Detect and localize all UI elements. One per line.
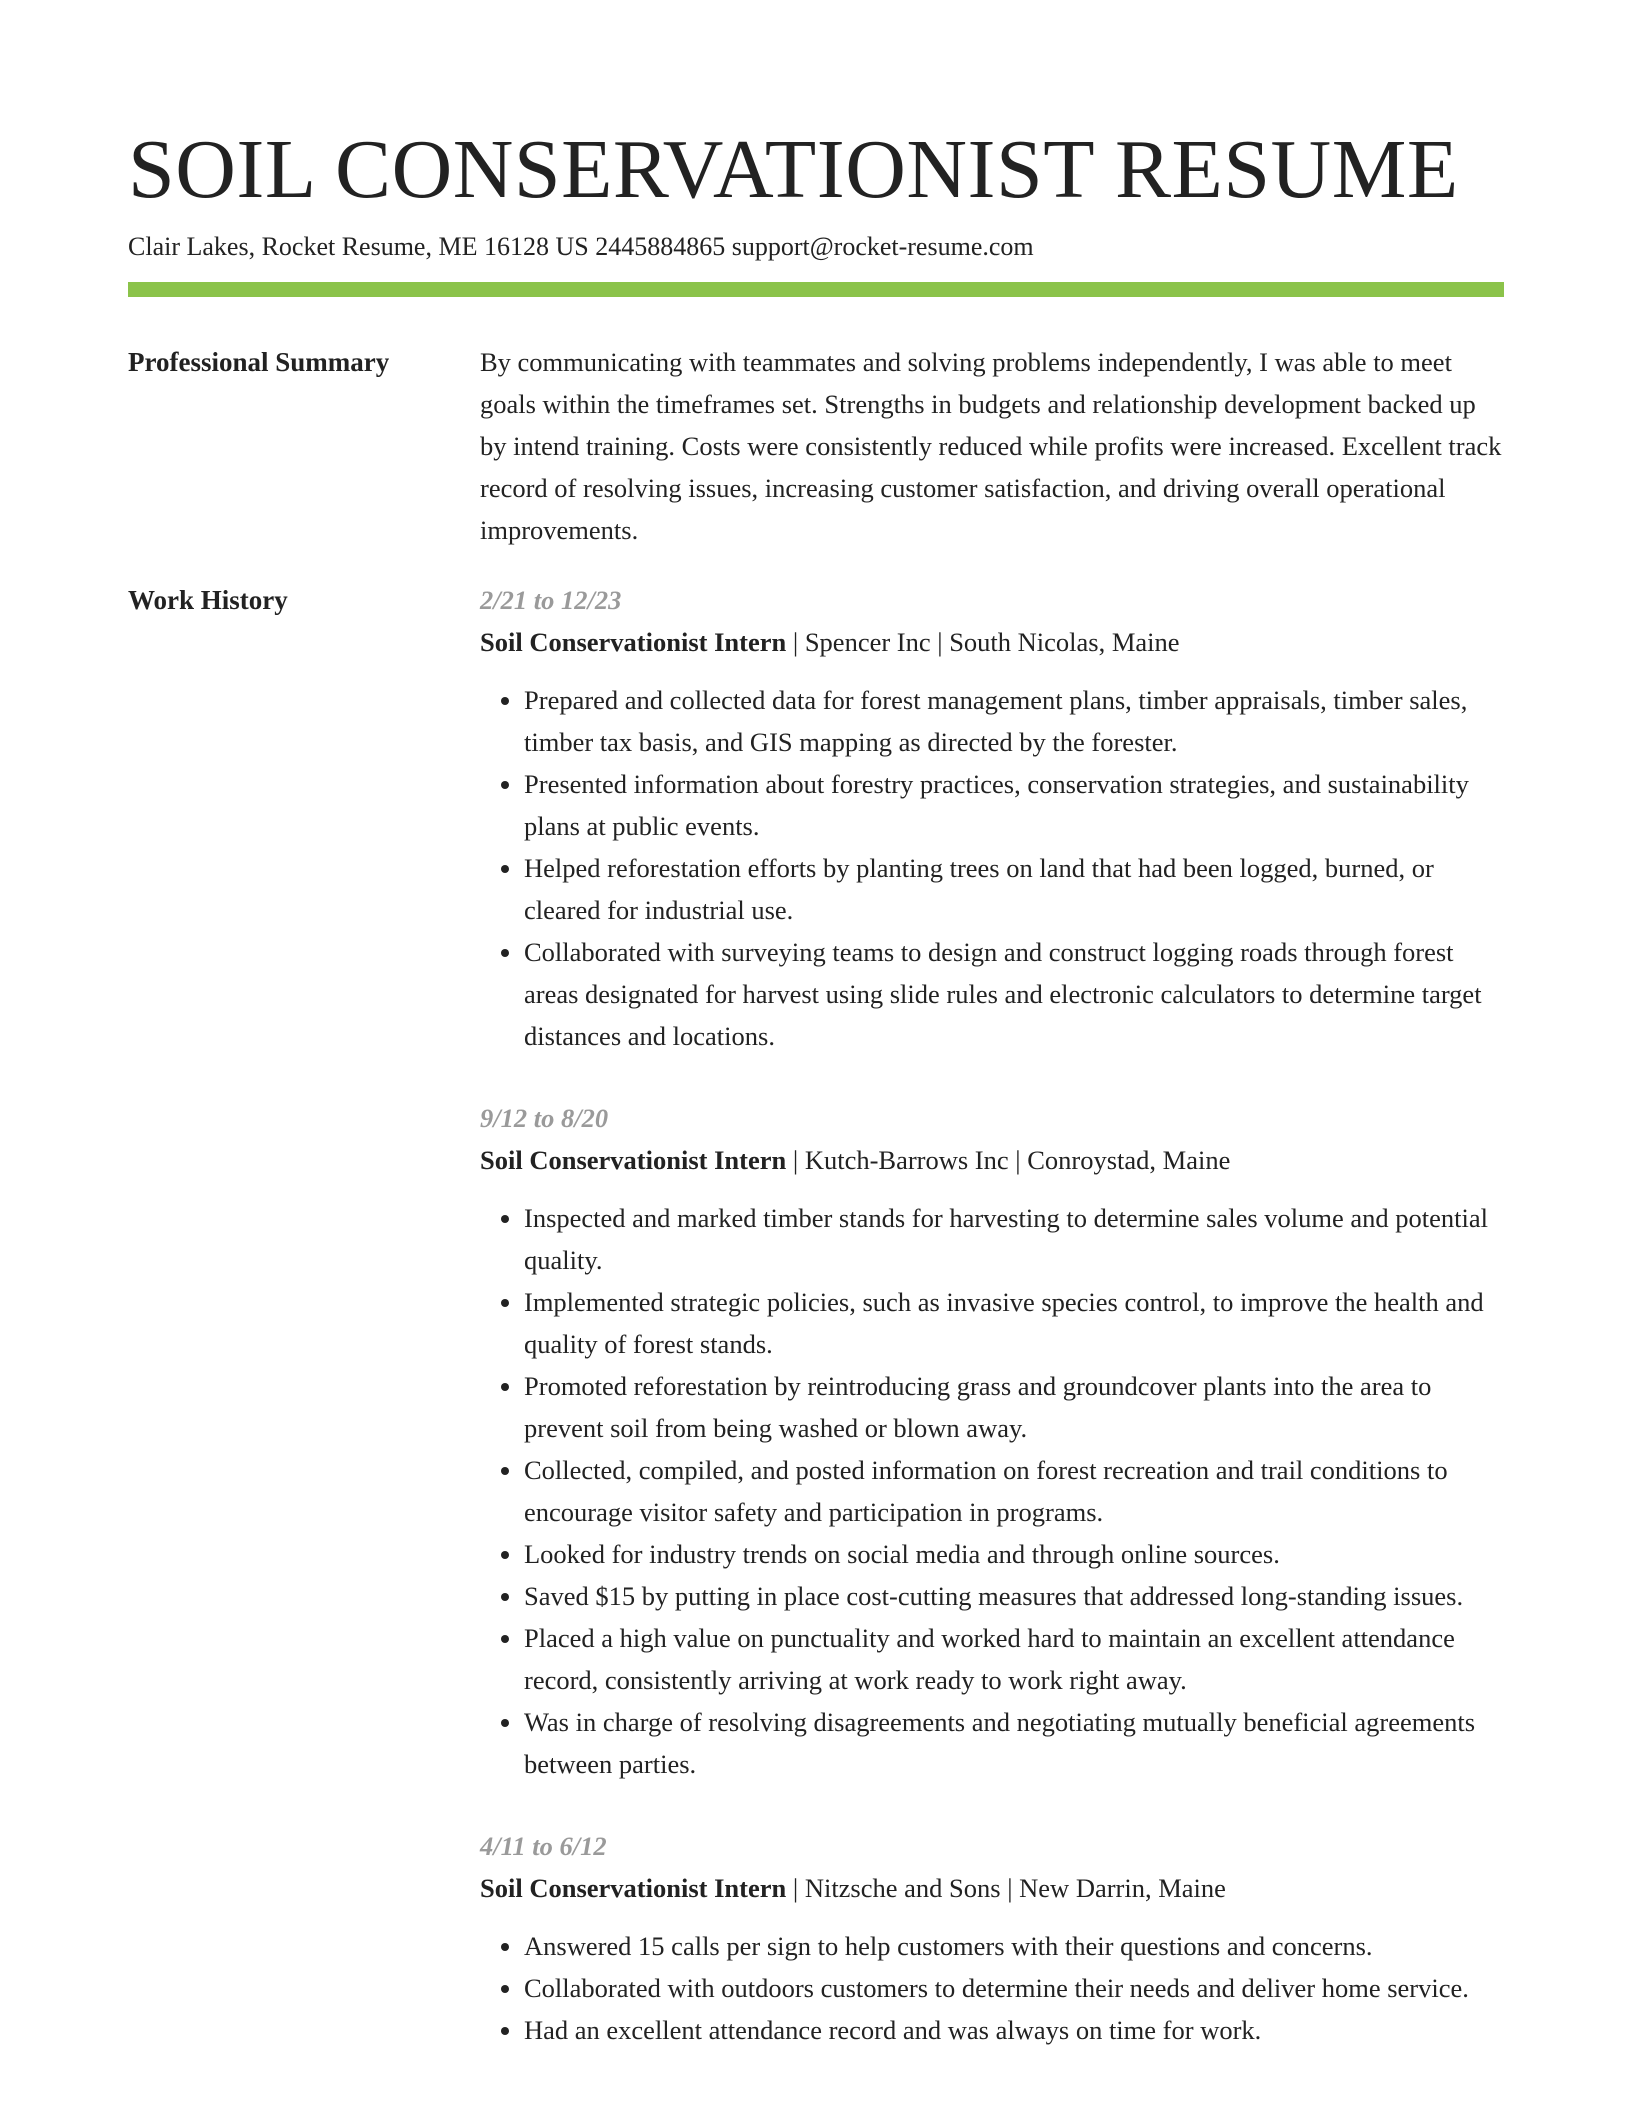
contact-line: Clair Lakes, Rocket Resume, ME 16128 US 2445884865 support@rocket-resume.com	[128, 232, 1034, 261]
job-dates: 2/21 to 12/23	[480, 585, 622, 615]
job-bullet: • Collected, compiled, and posted information on forest recreation and trail conditions to encourage visitor safety and participation in programs.	[524, 1449, 1504, 1533]
summary-body	[480, 341, 1504, 551]
section-label-summary: Professional Summary	[128, 347, 390, 377]
job-bullet: • Looked for industry trends on social media and through online sources.	[524, 1533, 1504, 1575]
job-separator: |	[786, 1873, 805, 1903]
job-separator: |	[1000, 1873, 1020, 1903]
job-location: Conroystad, Maine	[1027, 1145, 1231, 1175]
job-separator: |	[1008, 1145, 1028, 1175]
job-entry	[480, 579, 1504, 1057]
job-bullet: • Had an excellent attendance record and was always on time for work.	[524, 2009, 1504, 2051]
job-location: New Darrin, Maine	[1019, 1873, 1226, 1903]
job-bullet: • Prepared and collected data for forest management plans, timber appraisals, timber sales, timber tax basis, and GIS mapping as directed by the forester.	[524, 679, 1504, 763]
job-title: Soil Conservationist Intern	[480, 1145, 787, 1175]
resume-title: SOIL CONSERVATIONIST RESUME	[128, 123, 1459, 216]
job-company: Nitzsche and Sons	[804, 1873, 1001, 1903]
job-dates: 4/11 to 6/12	[480, 1831, 607, 1861]
job-heading	[480, 1139, 1504, 1181]
job-bullet-list	[480, 1197, 1504, 1785]
professional-summary-section	[128, 341, 1504, 551]
work-history-body	[480, 579, 1504, 2091]
job-separator: |	[786, 1145, 805, 1175]
job-title: Soil Conservationist Intern	[480, 627, 787, 657]
job-company: Kutch-Barrows Inc	[804, 1145, 1009, 1175]
job-bullet: • Was in charge of resolving disagreements and negotiating mutually beneficial agreements between parties.	[524, 1701, 1504, 1785]
job-bullet: • Inspected and marked timber stands for harvesting to determine sales volume and potential quality.	[524, 1197, 1504, 1281]
resume-page	[128, 120, 1504, 2091]
job-heading	[480, 621, 1504, 663]
job-bullet: • Saved $15 by putting in place cost-cutting measures that addressed long-standing issues.	[524, 1575, 1504, 1617]
job-bullet: • Helped reforestation efforts by planting trees on land that had been logged, burned, or cleared for industrial use.	[524, 847, 1504, 931]
job-company: Spencer Inc	[804, 627, 931, 657]
job-separator: |	[930, 627, 950, 657]
job-bullet: • Promoted reforestation by reintroducing grass and groundcover plants into the area to prevent soil from being washed or blown away.	[524, 1365, 1504, 1449]
job-title: Soil Conservationist Intern	[480, 1873, 787, 1903]
job-bullet: • Answered 15 calls per sign to help customers with their questions and concerns.	[524, 1925, 1504, 1967]
job-heading	[480, 1867, 1504, 1909]
section-label-work: Work History	[128, 585, 288, 615]
header-divider	[128, 282, 1504, 297]
job-bullet: • Presented information about forestry practices, conservation strategies, and sustainability plans at public events.	[524, 763, 1504, 847]
job-bullet: • Implemented strategic policies, such as invasive species control, to improve the health and quality of forest stands.	[524, 1281, 1504, 1365]
job-entry	[480, 1097, 1504, 1785]
job-bullet-list	[480, 1925, 1504, 2051]
job-bullet: • Placed a high value on punctuality and worked hard to maintain an excellent attendance record, consistently arriving at work ready to work right away.	[524, 1617, 1504, 1701]
job-separator: |	[786, 627, 805, 657]
job-location: South Nicolas, Maine	[949, 627, 1180, 657]
job-bullet: • Collaborated with outdoors customers to determine their needs and deliver home service.	[524, 1967, 1504, 2009]
job-bullet-list	[480, 679, 1504, 1057]
job-dates: 9/12 to 8/20	[480, 1103, 609, 1133]
work-history-section	[128, 579, 1504, 2091]
job-bullet: • Collaborated with surveying teams to design and construct logging roads through forest areas designated for harvest using slide rules and electronic calculators to determine target distances and locations.	[524, 931, 1504, 1057]
summary-text: By communicating with teammates and solving problems independently, I was able to meet goals within the timeframes set. Strengths in budgets and relationship development backed up by intend training. Costs were consistently reduced while profits were increased. Excellent track record of resolving issues, increasing customer satisfaction, and driving overall operational improvements.	[480, 347, 1502, 545]
job-entry	[480, 1825, 1504, 2051]
